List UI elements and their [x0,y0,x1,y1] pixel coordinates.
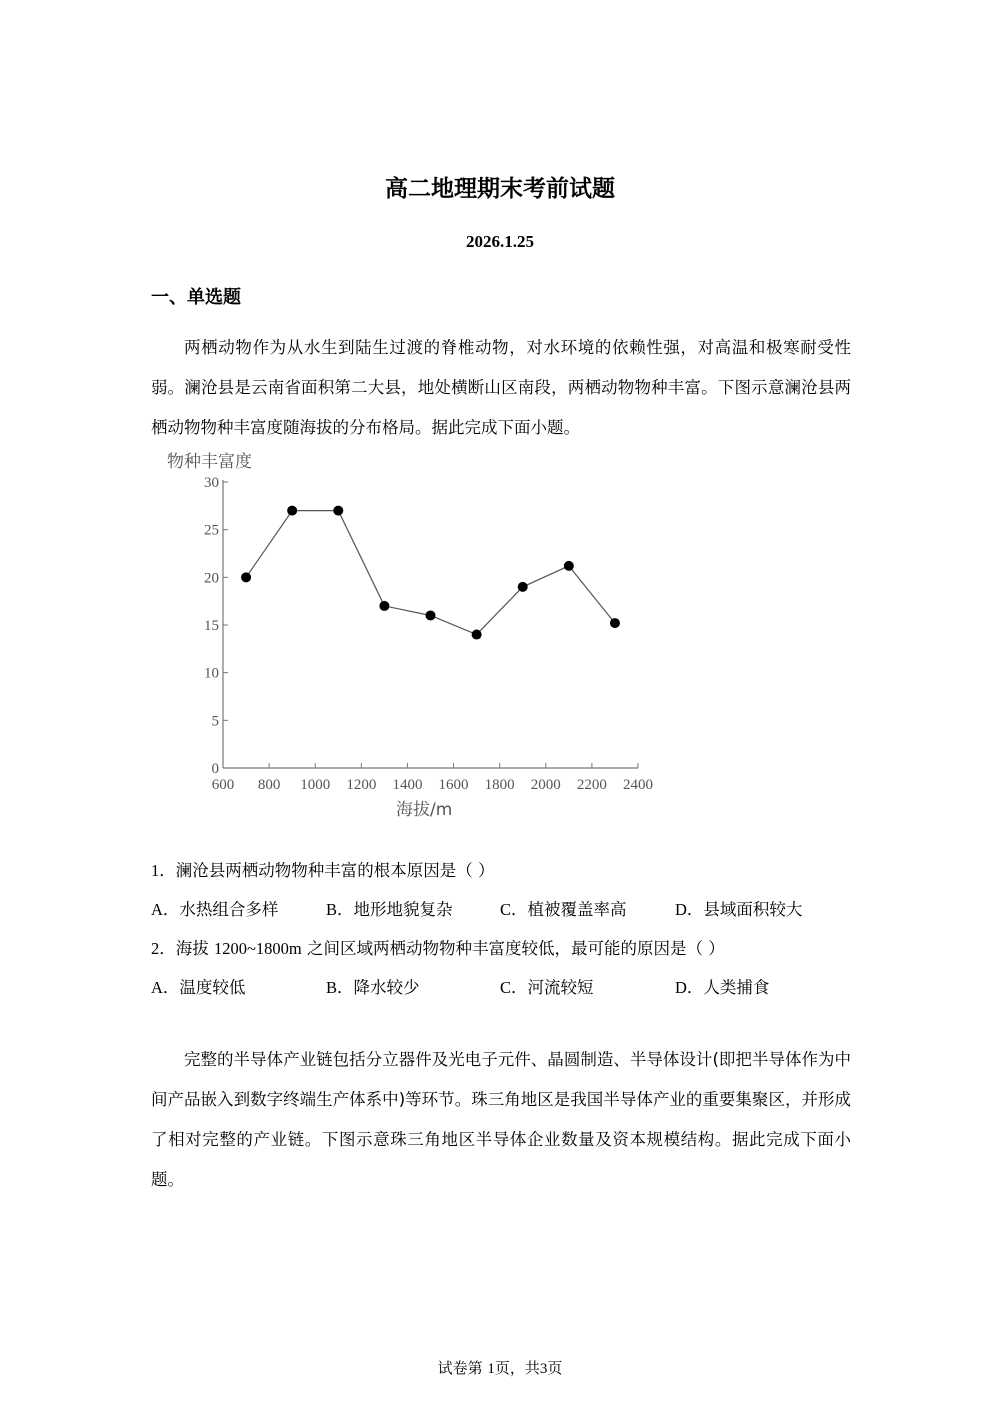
y-tick-label: 20 [204,570,219,587]
q2-option-d[interactable]: D．人类捕食 [675,978,770,997]
question-1-number: 1． [151,861,176,880]
question-1-options [151,896,851,920]
q2-option-c[interactable]: C．河流较短 [500,978,594,997]
data-point [472,630,482,640]
x-tick-label: 1600 [438,777,469,793]
y-tick-label: 25 [204,522,219,539]
data-point [287,506,297,516]
passage-1: 两栖动物作为从水生到陆生过渡的脊椎动物，对水环境的依赖性强，对高温和极寒耐受性弱。澜沧县是云南省面积第二大县，地处横断山区南段，两栖动物物种丰富。下图示意澜沧县两栖动物物种丰富度随海拔的分布格局。据此完成下面小题。 [151,338,851,437]
y-tick-label: 10 [204,665,219,682]
data-point [610,618,620,628]
data-point [564,561,574,571]
x-tick-label: 600 [211,777,235,793]
x-tick-label: 1200 [346,777,377,793]
question-1 [151,857,495,881]
altitude-range: 1200~1800m [214,939,302,958]
data-point [426,610,436,620]
x-axis-label: 海拔/m [396,800,453,820]
question-2: 2．海拔 1200~1800m 之间区域两栖动物物种丰富度较低，最可能的原因是（ ） [151,939,725,958]
x-tick-label: 2200 [576,777,607,793]
section-heading: 一、单选题 [151,287,241,308]
x-tick-label: 2000 [530,777,561,793]
question-2-options [151,974,851,998]
x-tick-label: 2400 [623,777,653,793]
data-point [518,582,528,592]
q1-option-d[interactable]: D．县域面积较大 [675,900,803,919]
data-point [333,506,343,516]
x-tick-label: 800 [257,777,281,793]
current-page: 1 [487,1361,495,1377]
y-axis-label: 物种丰富度 [167,452,252,472]
q1-option-a[interactable]: A．水热组合多样 [151,900,279,919]
exam-date: 2026.1.25 [466,232,534,251]
question-1-text: 澜沧县两栖动物物种丰富的根本原因是（ ） [175,861,495,880]
passage-2: 完整的半导体产业链包括分立器件及光电子元件、晶圆制造、半导体设计(即把半导体作为中间产品嵌入到数字终端生产体系中)等环节。珠三角地区是我国半导体产业的重要集聚区，并形成了相对完整的产业链。下图示意珠三角地区半导体企业数量及资本规模结构。据此完成下面小题。 [151,1050,851,1189]
x-tick-label: 1800 [484,777,515,793]
species-richness-chart [150,445,670,830]
y-tick-label: 5 [211,713,219,730]
q1-option-c[interactable]: C．植被覆盖率高 [500,900,627,919]
q2-option-a[interactable]: A．温度较低 [151,978,246,997]
question-2-number: 2． [151,939,176,958]
q2-option-b[interactable]: B．降水较少 [326,978,420,997]
q1-option-b[interactable]: B．地形地貌复杂 [326,900,453,919]
page-footer: 试卷第 1页，共3页 [437,1359,563,1377]
x-tick-label: 1000 [300,777,331,793]
total-pages: 3 [539,1361,548,1377]
y-tick-label: 30 [204,475,219,491]
page-title: 高二地理期末考前试题 [385,176,615,202]
data-point [241,572,251,582]
y-tick-label: 15 [204,618,219,634]
data-point [379,601,389,611]
x-tick-label: 1400 [392,777,423,793]
y-tick-label: 0 [211,761,219,777]
